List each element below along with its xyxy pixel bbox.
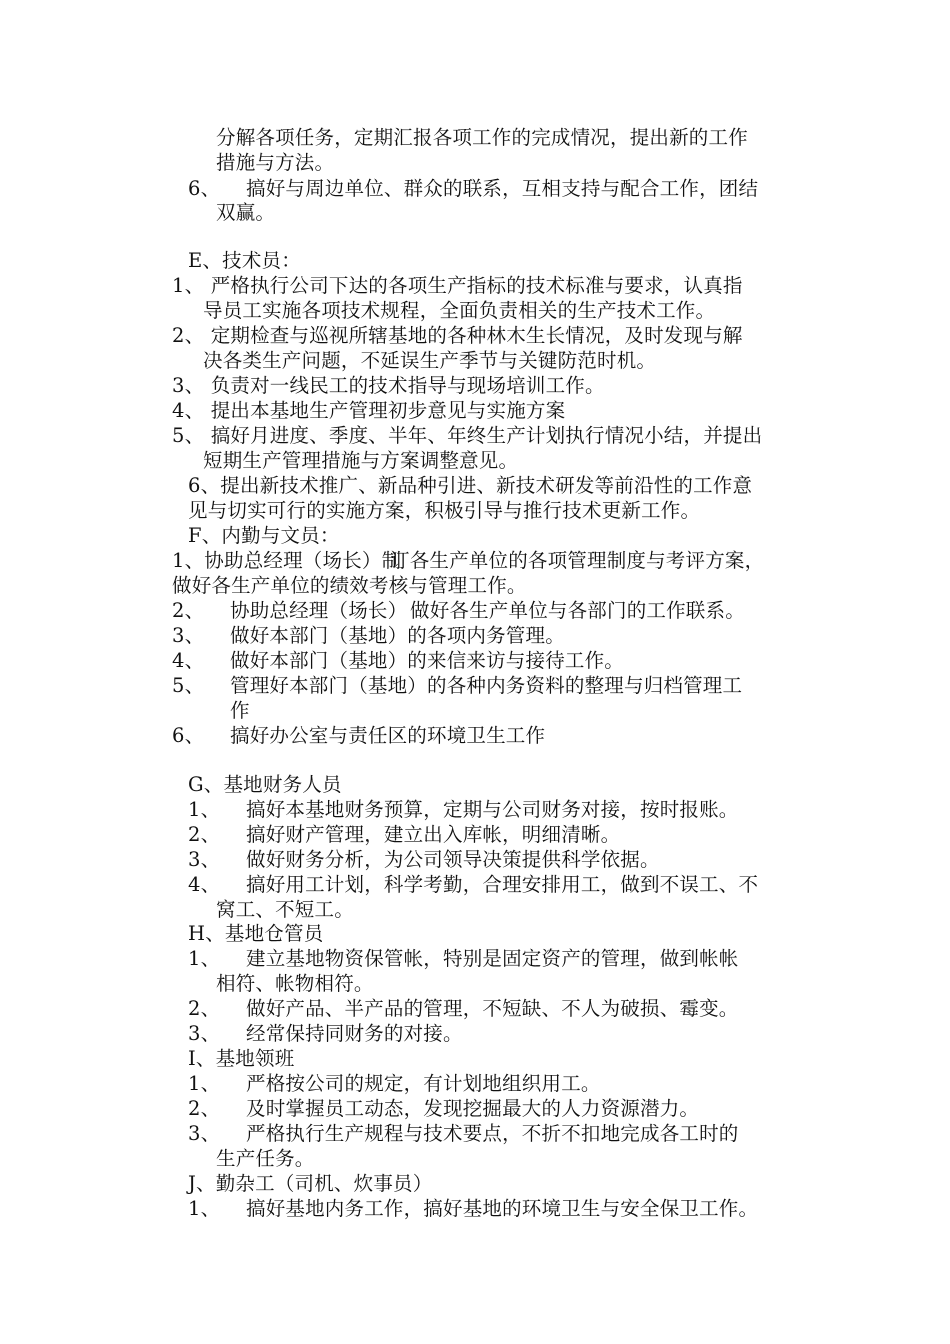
text-line: 2、 定期检查与巡视所辖基地的各种林木生长情况，及时发现与解 [172,324,743,347]
text-line: 严格按公司的规定，有计划地组织用工。 [246,1072,601,1095]
text-line: 做好本部门（基地）的来信来访与接待工作。 [230,649,625,672]
text-line: 严格执行生产规程与技术要点，不折不扣地完成各工时的 [246,1122,739,1145]
text-line: 做好产品、半产品的管理，不短缺、不人为破损、霉变。 [246,997,739,1020]
section-heading: F、内勤与文员： [188,524,340,547]
text-line: 作 [230,699,250,722]
text-line: 6、提出新技术推广、新品种引进、新技术研发等前沿性的工作意 [188,474,753,497]
section-heading: H、基地仓管员 [188,922,324,945]
text-line: 及时掌握员工动态，发现挖掘最大的人力资源潜力。 [246,1097,700,1120]
text-line: 生产任务。 [216,1147,315,1170]
text-line: 导员工实施各项技术规程，全面负责相关的生产技术工作。 [203,299,716,322]
text-line: 做好本部门（基地）的各项内务管理。 [230,624,565,647]
list-number: 1、 [188,1072,221,1095]
text-line: 分解各项任务，定期汇报各项工作的完成情况，提出新的工作 [216,126,748,149]
text-line: 管理好本部门（基地）的各种内务资料的整理与归档管理工 [230,674,743,697]
text-line: 1、协助总经理（场长）制 [172,549,402,572]
list-number: 1、 [188,798,221,821]
text-line: 订各生产单位的各项管理制度与考评方案， [390,549,765,572]
text-line: 搞好办公室与责任区的环境卫生工作 [230,724,546,747]
list-number: 3、 [188,1122,221,1145]
list-number: 4、 [172,649,205,672]
text-line: 协助总经理（场长） [230,599,408,622]
list-number: 1、 [188,1197,221,1220]
text-line: 4、 提出本基地生产管理初步意见与实施方案 [172,399,566,422]
text-line: 短期生产管理措施与方案调整意见。 [203,449,519,472]
text-line: 经常保持同财务的对接。 [246,1022,463,1045]
section-heading: G、基地财务人员 [188,773,342,796]
list-number: 5、 [172,674,205,697]
list-number: 6、 [188,177,221,200]
section-heading: I、基地领班 [188,1047,295,1070]
text-line: 搞好与周边单位、群众的联系，互相支持与配合工作，团结 [246,177,759,200]
text-line: 决各类生产问题，不延误生产季节与关键防范时机。 [203,349,657,372]
section-heading: E、技术员： [188,249,301,272]
list-number: 2、 [188,823,221,846]
text-line: 建立基地物资保管帐，特别是固定资产的管理，做到帐帐 [246,947,739,970]
list-number: 1、 [188,947,221,970]
text-line: 双赢。 [216,201,276,224]
list-number: 3、 [188,848,221,871]
section-heading: J、勤杂工（司机、炊事员） [188,1172,433,1195]
text-line: 做好各生产单位的绩效考核与管理工作。 [172,574,527,597]
text-line: 搞好基地内务工作，搞好基地的环境卫生与安全保卫工作。 [246,1197,759,1220]
list-number: 6、 [172,724,205,747]
text-line: 措施与方法。 [216,151,335,174]
text-line: 5、 搞好月进度、季度、半年、年终生产计划执行情况小结，并提出 [172,424,763,447]
list-number: 2、 [188,1097,221,1120]
list-number: 3、 [172,624,205,647]
list-number: 2、 [188,997,221,1020]
list-number: 3、 [188,1022,221,1045]
text-line: 3、 负责对一线民工的技术指导与现场培训工作。 [172,374,605,397]
text-line: 搞好财产管理，建立出入库帐，明细清晰。 [246,823,621,846]
list-number: 4、 [188,873,221,896]
text-line: 搞好用工计划，科学考勤，合理安排用工，做到不误工、不 [246,873,759,896]
text-line: 做好各生产单位与各部门的工作联系。 [410,599,745,622]
list-number: 2、 [172,599,205,622]
text-line: 相符、帐物相符。 [216,972,374,995]
text-line: 窝工、不短工。 [216,898,354,921]
text-line: 见与切实可行的实施方案，积极引导与推行技术更新工作。 [188,499,701,522]
text-line: 1、 严格执行公司下达的各项生产指标的技术标准与要求，认真指 [172,274,743,297]
text-line: 搞好本基地财务预算，定期与公司财务对接，按时报账。 [246,798,739,821]
text-line: 做好财务分析，为公司领导决策提供科学依据。 [246,848,660,871]
